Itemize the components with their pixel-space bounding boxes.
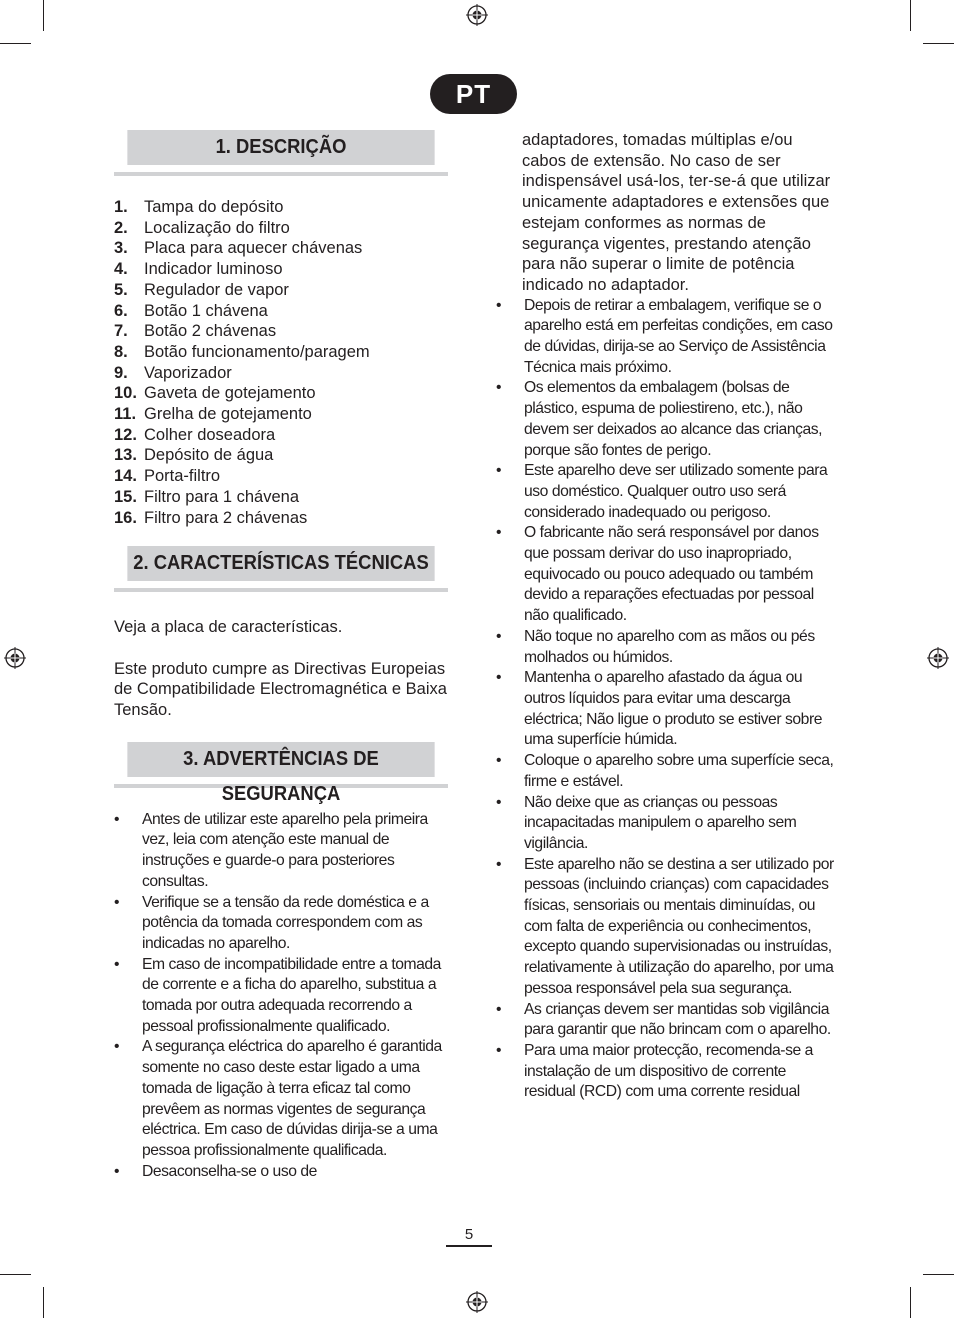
page-number-underline bbox=[446, 1245, 492, 1247]
list-item-text: Antes de utilizar este aparelho pela primeira vez, leia com atenção este manual de instruções e guarde-o para posteriores consultas. bbox=[142, 810, 428, 890]
item-text: Botão 1 chávena bbox=[144, 301, 268, 320]
list-item bbox=[114, 466, 448, 487]
registration-mark-icon bbox=[466, 1291, 488, 1313]
item-number: 4. bbox=[114, 260, 128, 279]
list-item bbox=[496, 751, 836, 792]
list-item bbox=[114, 383, 448, 404]
bullet-icon: • bbox=[496, 1041, 502, 1059]
list-item bbox=[114, 487, 448, 508]
crop-mark bbox=[0, 43, 31, 44]
item-text: Grelha de gotejamento bbox=[144, 405, 312, 424]
item-text: Porta-filtro bbox=[144, 467, 221, 486]
section-divider bbox=[114, 588, 448, 592]
item-number: 1. bbox=[114, 198, 128, 216]
item-number: 3. bbox=[114, 239, 128, 258]
bullet-icon: • bbox=[114, 810, 120, 828]
list-item-text: Para uma maior protecção, recomenda-se a instalação de um dispositivo de corrente residual (RCD) com uma corrente residual bbox=[524, 1041, 813, 1101]
section-title-safety: 3. ADVERTÊNCIAS DE SEGURANÇA bbox=[127, 742, 434, 777]
item-number: 16. bbox=[114, 508, 137, 527]
list-item-text: Depois de retirar a embalagem, verifique se o aparelho está em perfeitas condições, em caso de dúvidas, dirija-se ao Serviço de Assistência Técnica mais próximo. bbox=[524, 296, 833, 376]
list-item-continuation: adaptadores, tomadas múltiplas e/ou cabos de extensão. No caso de ser indispensável usá-los, ter-se-á que utilizar unicamente adaptadores e extensões que estejam conformes as normas de segurança vigentes, prestando atenção para não superar o limite de potência indicado no adaptador. bbox=[522, 131, 831, 294]
item-text: Regulador de vapor bbox=[144, 280, 289, 299]
list-item bbox=[114, 508, 448, 529]
bullet-icon: • bbox=[496, 793, 502, 811]
list-item bbox=[114, 363, 448, 384]
registration-mark-icon bbox=[927, 647, 949, 669]
list-item-text: A segurança eléctrica do aparelho é garantida somente no caso deste estar ligado a uma tomada de ligação à terra eficaz tal como prevêem as normas vigentes de segurança eléctrica. Em caso de dúvidas dirija-se a uma pessoa profissionalmente qualificada. bbox=[142, 1038, 442, 1159]
list-item bbox=[114, 404, 448, 425]
bullet-icon: • bbox=[496, 1000, 502, 1018]
list-item-text: As crianças devem ser mantidas sob vigilância para garantir que não brincam com o aparelho. bbox=[524, 1000, 831, 1039]
list-item bbox=[114, 301, 448, 322]
list-item bbox=[114, 280, 448, 301]
list-item bbox=[114, 197, 448, 218]
bullet-icon: • bbox=[496, 524, 502, 542]
bullet-icon: • bbox=[496, 462, 502, 480]
safety-list-right-items bbox=[496, 296, 836, 1103]
page-number: 5 bbox=[464, 1226, 474, 1243]
item-number: 15. bbox=[114, 487, 137, 506]
list-item bbox=[496, 378, 836, 461]
item-text: Vaporizador bbox=[144, 363, 232, 382]
specs-paragraph: Veja a placa de características. bbox=[114, 618, 343, 637]
item-number: 6. bbox=[114, 301, 128, 320]
list-item-text: Coloque o aparelho sobre uma superfície seca, firme e estável. bbox=[524, 752, 834, 790]
list-item bbox=[114, 1037, 448, 1161]
list-item bbox=[114, 321, 448, 342]
list-item-text: Mantenha o aparelho afastado da água ou outros líquidos para evitar uma descarga eléctrica; Não ligue o produto se estiver sobre uma superfície húmida. bbox=[524, 669, 823, 749]
item-number: 8. bbox=[114, 342, 128, 361]
item-text: Placa para aquecer chávenas bbox=[144, 239, 363, 258]
list-item-text: Em caso de incompatibilidade entre a tomada de corrente e a ficha do aparelho, substitua a tomada por outra adequada recorrendo a pessoal profissionalmente qualificado. bbox=[142, 955, 441, 1035]
safety-list-left bbox=[114, 810, 448, 1183]
directives-paragraph: Este produto cumpre as Directivas Europeias de Compatibilidade Electromagnética e Baixa Tensão. bbox=[114, 659, 447, 720]
item-text: Botão 2 chávenas bbox=[144, 322, 277, 341]
item-number: 7. bbox=[114, 322, 128, 341]
list-item bbox=[114, 1162, 448, 1183]
parts-list bbox=[114, 197, 448, 528]
list-item bbox=[496, 1041, 836, 1103]
list-item bbox=[496, 627, 836, 668]
crop-mark bbox=[910, 0, 911, 31]
item-text: Filtro para 1 chávena bbox=[144, 487, 300, 506]
item-text: Indicador luminoso bbox=[144, 260, 283, 279]
bullet-icon: • bbox=[114, 1162, 120, 1180]
crop-mark bbox=[910, 1287, 911, 1318]
item-number: 9. bbox=[114, 363, 128, 382]
bullet-icon: • bbox=[496, 855, 502, 873]
bullet-icon: • bbox=[114, 955, 120, 973]
list-item bbox=[114, 893, 448, 955]
list-item-text: Verifique se a tensão da rede doméstica e a potência da tomada correspondem com as indicadas no aparelho. bbox=[142, 893, 429, 952]
language-badge: PT bbox=[430, 74, 517, 114]
item-text: Gaveta de gotejamento bbox=[144, 384, 316, 403]
list-item-text: Os elementos da embalagem (bolsas de plástico, espuma de poliestireno, etc.), não devem ser deixados ao alcance das crianças, porque são fontes de perigo. bbox=[524, 379, 823, 459]
bullet-icon: • bbox=[496, 627, 502, 645]
bullet-icon: • bbox=[496, 752, 502, 770]
bullet-icon: • bbox=[114, 1038, 120, 1056]
list-item bbox=[496, 523, 836, 627]
item-number: 14. bbox=[114, 467, 137, 486]
list-item-text: Não deixe que as crianças ou pessoas incapacitadas manipulem o aparelho sem vigilância. bbox=[524, 793, 797, 852]
list-item-text: Desaconselha-se o uso de bbox=[142, 1162, 317, 1180]
item-text: Depósito de água bbox=[144, 446, 274, 465]
bullet-icon: • bbox=[496, 669, 502, 687]
bullet-icon: • bbox=[496, 296, 502, 314]
left-column bbox=[114, 130, 448, 1182]
safety-list-right bbox=[496, 130, 836, 296]
list-item bbox=[114, 810, 448, 893]
crop-mark bbox=[923, 1274, 954, 1275]
section-divider bbox=[114, 172, 448, 176]
item-text: Tampa do depósito bbox=[144, 198, 284, 216]
list-item bbox=[496, 793, 836, 855]
list-item-text: Não toque no aparelho com as mãos ou pés molhados ou húmidos. bbox=[524, 627, 815, 666]
list-item bbox=[496, 668, 836, 751]
list-item bbox=[114, 445, 448, 466]
list-item-text: Este aparelho não se destina a ser utilizado por pessoas (incluindo crianças) com capacidades físicas, sensoriais ou mentais diminuídas, ou com falta de experiência ou conhecimentos, excepto quando supervisionadas ou instruídas, relativamente à utilização do aparelho, por uma pessoa responsável pela sua segurança. bbox=[524, 855, 834, 997]
item-number: 2. bbox=[114, 218, 128, 237]
section-title-description: 1. DESCRIÇÃO bbox=[127, 130, 434, 165]
item-text: Botão funcionamento/paragem bbox=[144, 342, 370, 361]
registration-mark-icon bbox=[4, 647, 26, 669]
bullet-icon: • bbox=[496, 379, 502, 397]
crop-mark bbox=[0, 1274, 31, 1275]
item-number: 12. bbox=[114, 425, 137, 444]
list-item-text: O fabricante não será responsável por danos que possam derivar do uso inapropriado, equivocado ou pouco adequado ou também devido a reparações efectuadas por pessoal não qualificado. bbox=[524, 524, 819, 625]
item-text: Colher doseadora bbox=[144, 425, 276, 444]
item-number: 13. bbox=[114, 446, 137, 465]
crop-mark bbox=[923, 43, 954, 44]
list-item-text: Este aparelho deve ser utilizado somente para uso doméstico. Qualquer outro uso será considerado inadequado ou perigoso. bbox=[524, 462, 828, 521]
crop-mark bbox=[43, 0, 44, 31]
list-item bbox=[114, 955, 448, 1038]
list-item bbox=[114, 238, 448, 259]
item-number: 11. bbox=[114, 405, 137, 424]
section-title-specs: 2. CARACTERÍSTICAS TÉCNICAS bbox=[127, 546, 434, 581]
list-item bbox=[496, 461, 836, 523]
bullet-icon: • bbox=[114, 893, 120, 911]
list-item bbox=[114, 218, 448, 239]
list-item bbox=[114, 425, 448, 446]
item-text: Filtro para 2 chávenas bbox=[144, 508, 308, 527]
item-number: 10. bbox=[114, 384, 137, 403]
item-number: 5. bbox=[114, 280, 128, 299]
right-column bbox=[496, 130, 836, 1103]
item-text: Localização do filtro bbox=[144, 218, 290, 237]
list-item bbox=[496, 296, 836, 379]
list-item bbox=[496, 1000, 836, 1041]
list-item bbox=[114, 342, 448, 363]
registration-mark-icon bbox=[466, 4, 488, 26]
list-item bbox=[114, 259, 448, 280]
list-item bbox=[496, 855, 836, 1000]
crop-mark bbox=[43, 1287, 44, 1318]
